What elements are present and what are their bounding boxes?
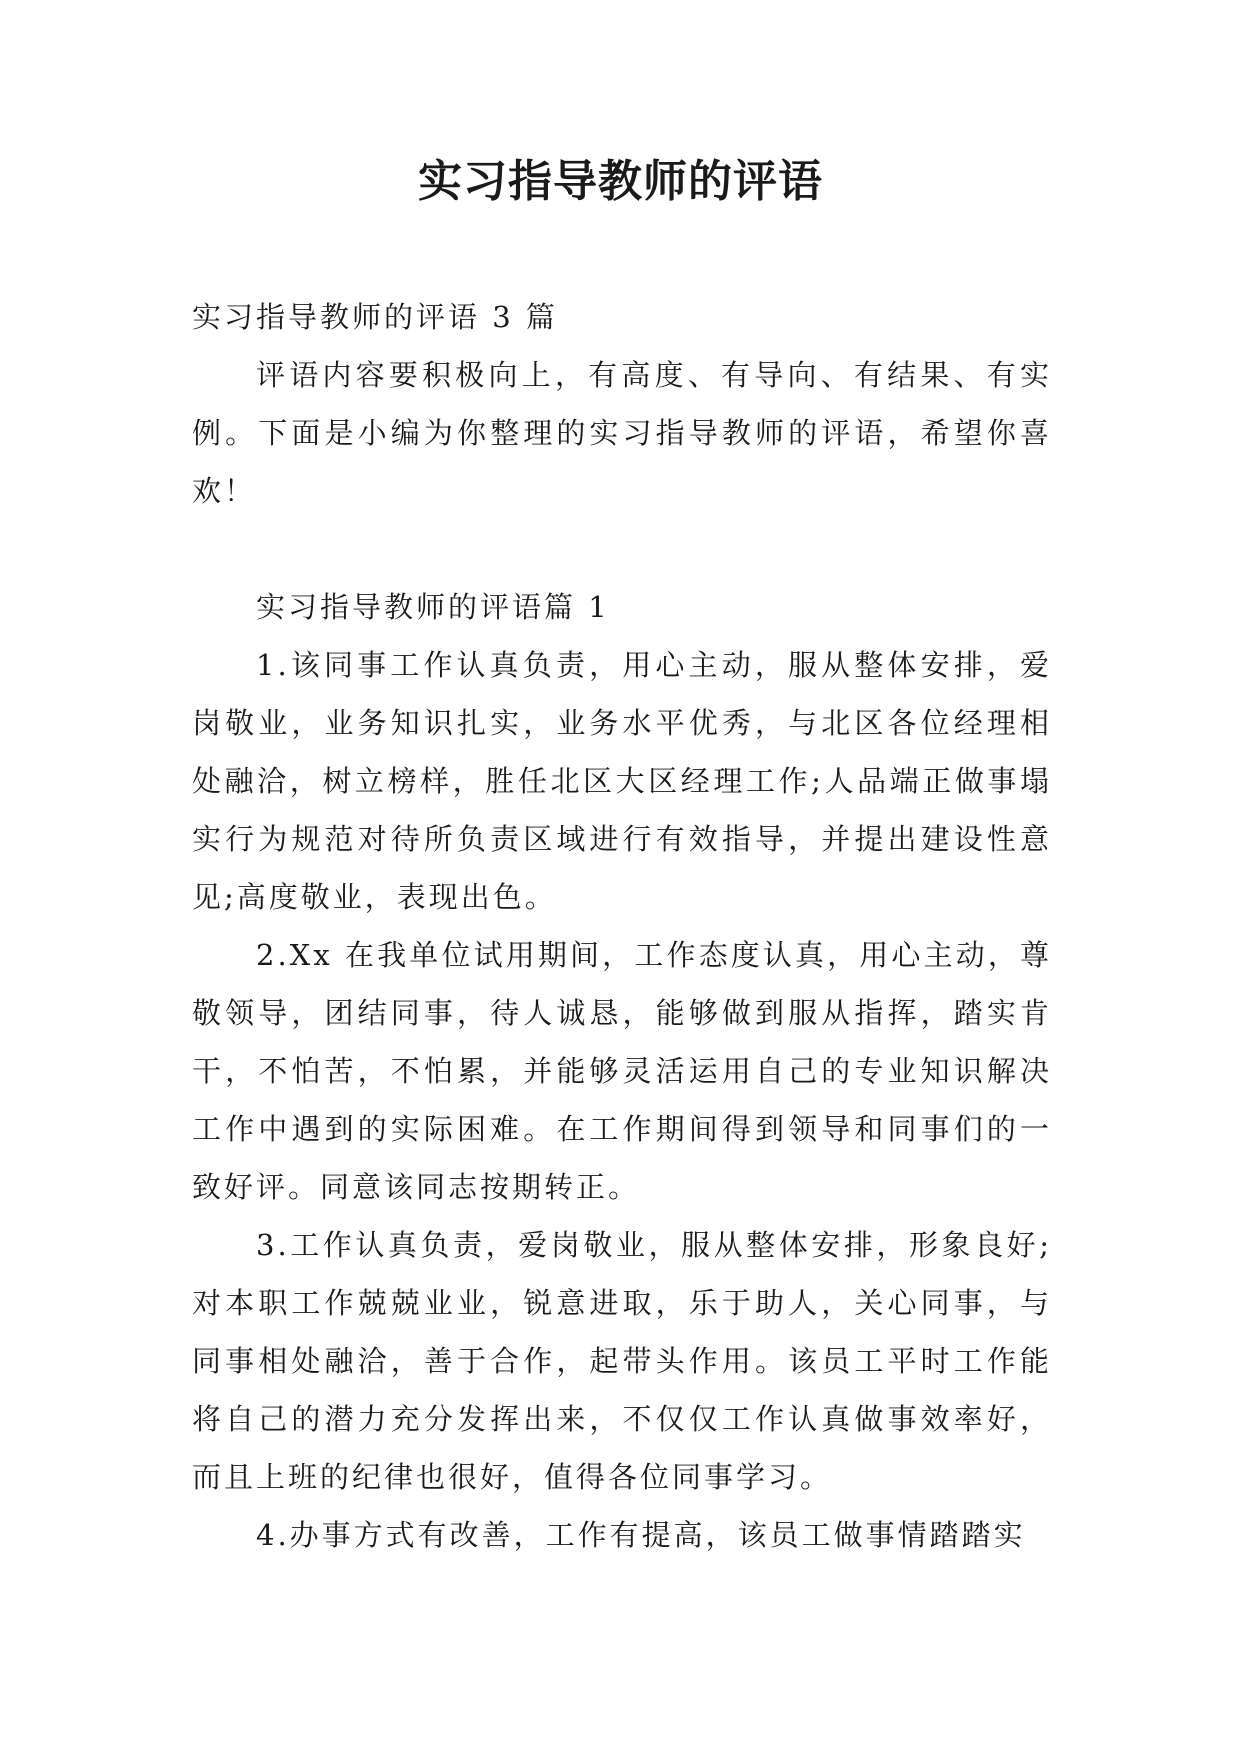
list-item: 4.办事方式有改善，工作有提高，该员工做事情踏踏实 bbox=[256, 1518, 1026, 1552]
document-title: 实习指导教师的评语 bbox=[418, 156, 823, 207]
list-item: 3.工作认真负责，爱岗敬业，服从整体安排，形象良好;对本职工作兢兢业业，锐意进取，乐于助人，关心同事，与同事相处融洽，善于合作，起带头作用。该员工平时工作能将自己的潜力充分发挥出来，不仅仅工作认真做事效率好，而且上班的纪律也很好，值得各位同事学习。 bbox=[192, 1228, 1052, 1494]
list-item: 2.Xx 在我单位试用期间，工作态度认真，用心主动，尊敬领导，团结同事，待人诚恳，能够做到服从指挥，踏实肯干，不怕苦，不怕累，并能够灵活运用自己的专业知识解决工作中遇到的实际困难。在工作期间得到领导和同事们的一致好评。同意该同志按期转正。 bbox=[192, 938, 1052, 1204]
intro-paragraph: 评语内容要积极向上，有高度、有导向、有结果、有实例。下面是小编为你整理的实习指导教师的评语，希望你喜欢！ bbox=[192, 358, 1052, 508]
document-body bbox=[192, 288, 1052, 1564]
section-heading: 实习指导教师的评语篇 1 bbox=[256, 590, 610, 624]
paragraph-spacer bbox=[192, 520, 1052, 578]
document-subtitle: 实习指导教师的评语 3 篇 bbox=[192, 300, 558, 334]
list-item: 1.该同事工作认真负责，用心主动，服从整体安排，爱岗敬业，业务知识扎实，业务水平优秀，与北区各位经理相处融洽，树立榜样，胜任北区大区经理工作;人品端正做事塌实行为规范对待所负责区域进行有效指导，并提出建设性意见;高度敬业，表现出色。 bbox=[192, 648, 1052, 914]
